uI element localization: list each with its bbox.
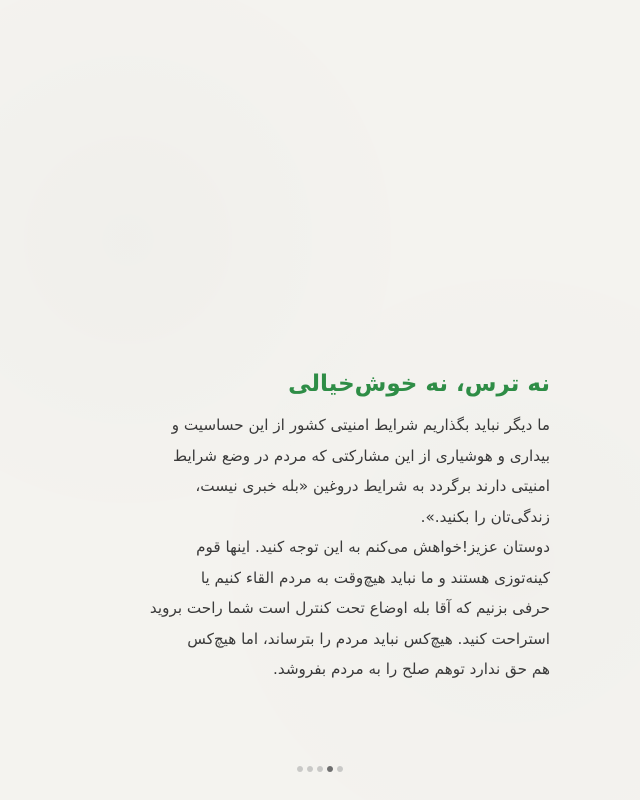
post-content [108,362,550,685]
carousel-dot[interactable] [337,766,343,772]
paragraph-2-line: حرفی بزنیم که آقا بله اوضاع تحت کنترل است شما راحت بروید [149,599,550,617]
paragraph-1 [108,410,550,532]
carousel-dot[interactable] [307,766,313,772]
paragraph-1-line: ما دیگر نباید بگذاریم شرایط امنیتی کشور از این حساسیت و [171,416,550,434]
carousel-dot-active[interactable] [327,766,333,772]
paragraph-2-line: کینه‌توزی هستند و ما نباید هیچ‌وقت به مردم القاء کنیم یا [200,568,550,587]
paragraph-2-line: استراحت کنید. هیچ‌کس نباید مردم را بترساند، اما هیچ‌کس [187,629,550,648]
paragraph-2-line: دوستان عزیز!خواهش می‌کنم به این توجه کنید. اینها قوم [196,538,550,556]
paragraph-1-line: زندگی‌تان را بکنید.». [420,507,550,526]
paragraph-2-line: هم حق ندارد توهم صلح را به مردم بفروشد. [273,660,550,678]
carousel-indicator[interactable] [0,766,640,772]
paragraph-2 [108,532,550,685]
paragraph-1-line: بیداری و هوشیاری از این مشارکتی که مردم در وضع شرایط [173,446,550,465]
carousel-dot[interactable] [297,766,303,772]
paragraph-1-line: امنیتی دارند برگردد به شرایط دروغین «بله خبری نیست، [195,477,550,495]
post-title: نه ترس، نه خوش‌خیالی [288,371,550,397]
carousel-dot[interactable] [317,766,323,772]
